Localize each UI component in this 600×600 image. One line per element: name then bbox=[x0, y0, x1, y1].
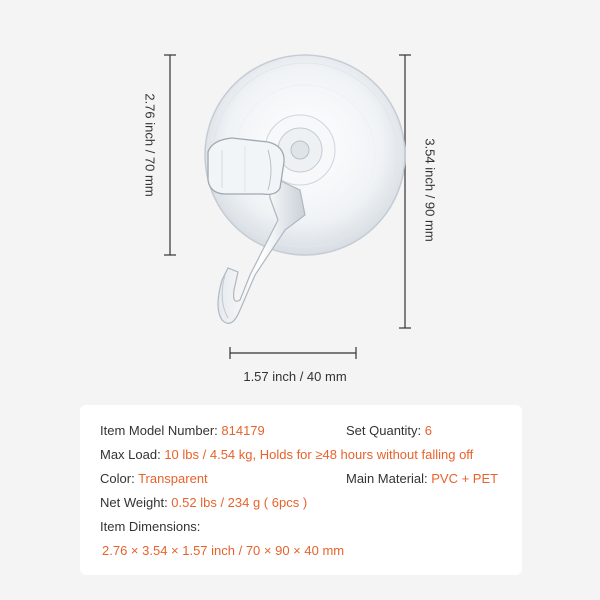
spec-panel bbox=[80, 405, 522, 575]
color-row bbox=[100, 471, 208, 486]
height-cup-label: 2.76 inch / 70 mm bbox=[142, 93, 158, 197]
load-value: 10 lbs / 4.54 kg, Holds for ≥48 hours without falling off bbox=[164, 447, 474, 462]
color-label: Color: bbox=[100, 471, 139, 486]
height-total-label: 3.54 inch / 90 mm bbox=[422, 138, 438, 242]
weight-row bbox=[100, 495, 307, 510]
quantity-label: Set Quantity: bbox=[346, 423, 425, 438]
load-row bbox=[100, 447, 473, 462]
weight-value: 0.52 lbs / 234 g ( 6pcs ) bbox=[171, 495, 308, 510]
model-label: Item Model Number: bbox=[100, 423, 222, 438]
load-label: Max Load: bbox=[100, 447, 165, 462]
quantity-value: 6 bbox=[424, 423, 432, 438]
material-value: PVC + PET bbox=[431, 471, 499, 486]
quantity-row bbox=[346, 423, 432, 438]
dimension-line-right bbox=[399, 55, 411, 328]
dimension-line-left bbox=[164, 55, 176, 255]
weight-label: Net Weight: bbox=[100, 495, 172, 510]
hook-lever bbox=[208, 138, 284, 194]
model-value: 814179 bbox=[221, 423, 265, 438]
model-row bbox=[100, 423, 265, 438]
dimensions-value-text: 2.76 × 3.54 × 1.57 inch / 70 × 90 × 40 mm bbox=[102, 543, 345, 558]
material-row bbox=[346, 471, 498, 486]
dimension-line-bottom bbox=[230, 347, 356, 359]
dimensions-label: Item Dimensions: bbox=[100, 519, 201, 534]
material-label: Main Material: bbox=[346, 471, 432, 486]
width-label: 1.57 inch / 40 mm bbox=[243, 369, 347, 384]
dimensions-value bbox=[102, 543, 344, 558]
color-value: Transparent bbox=[138, 471, 208, 486]
